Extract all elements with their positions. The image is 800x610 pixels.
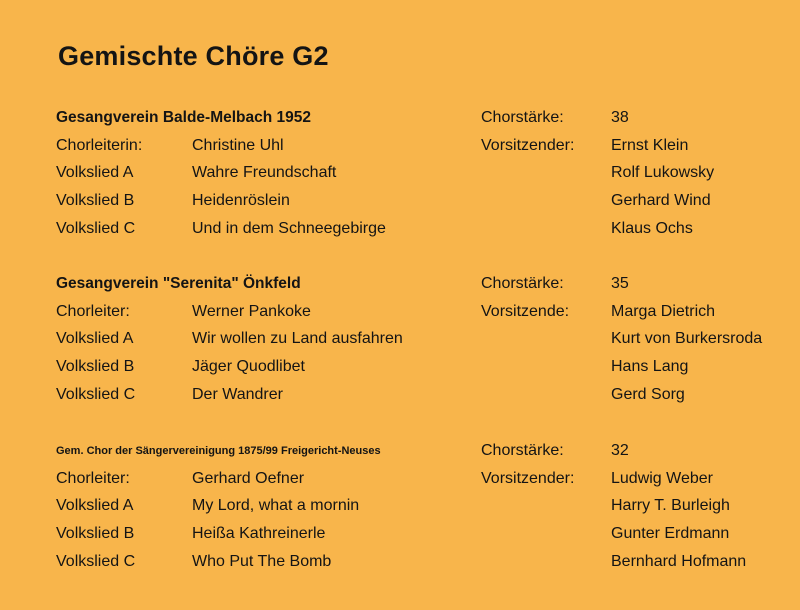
song-row <box>0 189 800 213</box>
choir-block-1 <box>0 106 800 246</box>
song-row <box>0 550 800 574</box>
song-row <box>0 522 800 546</box>
member-name: Bernhard Hofmann <box>611 553 747 570</box>
choir-strength-value: 32 <box>611 442 629 459</box>
choir-header-row <box>0 106 800 130</box>
leader-label: Chorleiter: <box>56 303 130 320</box>
choir-header-row <box>0 439 800 463</box>
song-title: Und in dem Schneegebirge <box>192 220 386 237</box>
choir-strength-value: 38 <box>611 109 629 126</box>
song-row <box>0 355 800 379</box>
member-name: Rolf Lukowsky <box>611 164 715 181</box>
choir-leader-row <box>0 467 800 491</box>
song-title: My Lord, what a mornin <box>192 497 360 514</box>
leader-label: Chorleiter: <box>56 470 130 487</box>
song-label: Volkslied B <box>56 192 135 209</box>
leader-name: Christine Uhl <box>192 137 284 154</box>
leader-name: Gerhard Oefner <box>192 470 305 487</box>
song-title: Jäger Quodlibet <box>192 358 305 375</box>
song-row <box>0 327 800 351</box>
song-label: Volkslied C <box>56 553 136 570</box>
song-row <box>0 217 800 241</box>
chair-label: Vorsitzender: <box>481 137 575 154</box>
song-row <box>0 383 800 407</box>
song-label: Volkslied A <box>56 497 134 514</box>
song-label: Volkslied A <box>56 164 134 181</box>
song-title: Wahre Freundschaft <box>192 164 337 181</box>
song-title: Heidenröslein <box>192 192 290 209</box>
song-label: Volkslied C <box>56 386 136 403</box>
choir-block-2 <box>0 272 800 412</box>
member-name: Ludwig Weber <box>611 470 713 487</box>
member-name: Kurt von Burkersroda <box>611 330 763 347</box>
chair-label: Vorsitzender: <box>481 470 575 487</box>
leader-label: Chorleiterin: <box>56 137 143 154</box>
song-title: Wir wollen zu Land ausfahren <box>192 330 403 347</box>
choir-name: Gem. Chor der Sängervereinigung 1875/99 Freigericht-Neuses <box>56 445 381 457</box>
member-name: Hans Lang <box>611 358 689 375</box>
song-label: Volkslied A <box>56 330 134 347</box>
song-title: Der Wandrer <box>192 386 283 403</box>
member-name: Harry T. Burleigh <box>611 497 730 514</box>
member-name: Marga Dietrich <box>611 303 716 320</box>
choir-strength-value: 35 <box>611 275 629 292</box>
chair-label: Vorsitzende: <box>481 303 570 320</box>
choir-header-row <box>0 272 800 296</box>
member-name: Gerd Sorg <box>611 386 685 403</box>
choir-name: Gesangverein "Serenita" Önkfeld <box>56 275 301 292</box>
choir-name: Gesangverein Balde-Melbach 1952 <box>56 109 312 126</box>
song-row <box>0 494 800 518</box>
song-title: Who Put The Bomb <box>192 553 332 570</box>
member-name: Klaus Ochs <box>611 220 693 237</box>
page-title: Gemischte Chöre G2 <box>58 41 329 71</box>
choir-strength-label: Chorstärke: <box>481 275 564 292</box>
song-label: Volkslied B <box>56 525 135 542</box>
choir-leader-row <box>0 134 800 158</box>
choir-strength-label: Chorstärke: <box>481 442 564 459</box>
member-name: Ernst Klein <box>611 137 689 154</box>
song-label: Volkslied C <box>56 220 136 237</box>
member-name: Gunter Erdmann <box>611 525 730 542</box>
leader-name: Werner Pankoke <box>192 303 311 320</box>
choir-strength-label: Chorstärke: <box>481 109 564 126</box>
choir-leader-row <box>0 300 800 324</box>
song-label: Volkslied B <box>56 358 135 375</box>
song-row <box>0 161 800 185</box>
member-name: Gerhard Wind <box>611 192 711 209</box>
song-title: Heißa Kathreinerle <box>192 525 326 542</box>
choir-block-3 <box>0 439 800 579</box>
